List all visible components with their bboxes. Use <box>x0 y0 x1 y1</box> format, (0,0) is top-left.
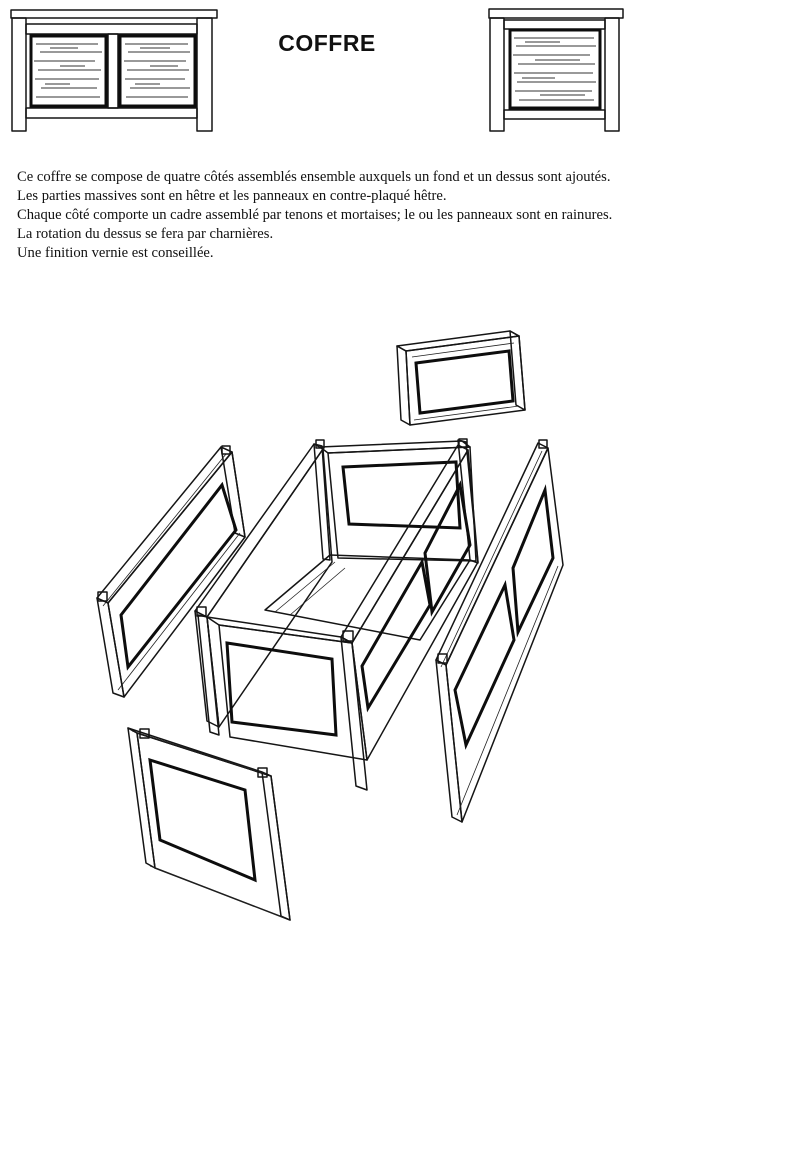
description-paragraph: Chaque côté comporte un cadre assemblé par tenons et mortaises; le ou les panneaux sont en rainures. <box>17 207 613 223</box>
description-paragraph: La rotation du dessus se fera par charnières. <box>17 226 274 242</box>
lid-panel-drawing <box>397 331 525 425</box>
front-panel-drawing <box>128 728 290 920</box>
description-paragraph: Les parties massives sont en hêtre et les panneaux en contre-plaqué hêtre. <box>17 188 447 204</box>
description-paragraph: Une finition vernie est conseillée. <box>17 245 214 261</box>
description-paragraph: Ce coffre se compose de quatre côtés assemblés ensemble auxquels un fond et un dessus sont ajoutés. <box>17 169 611 185</box>
page-title: COFFRE <box>278 30 376 56</box>
